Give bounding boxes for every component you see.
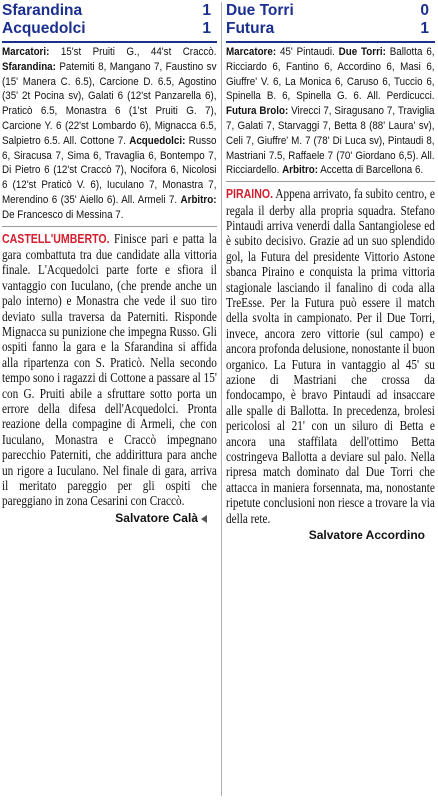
scorers-label: Marcatori: [2, 46, 50, 58]
score-row-away [2, 20, 217, 38]
home-lineup-text: Patemiti 8, Mangano 7, Faustino sv (15' Manera C. 6.5), Carcione D. 6.5, Agostino (35' 2t Pocina sv), Galati 6 (12'st Panzarella 6), Praticò 6.5, Monastra 6 (1'st Pruiti G. 7), Carcione Y. 6 (22'st Lombardo 6), Mignacca 6.5, Salpietro 6.5. All. Cottone 7. [2, 60, 217, 147]
dateline-kicker: CASTELL'UMBERTO. [2, 231, 110, 246]
author-byline [226, 528, 435, 542]
author-name: Salvatore Accordino [308, 528, 425, 543]
home-lineup-label: Sfarandina: [2, 60, 56, 73]
referee-text: De Francesco di Messina 7. [2, 208, 124, 221]
column-divider [221, 2, 222, 796]
home-team-name: Due Torri [226, 2, 294, 19]
match-report-card [226, 45, 434, 178]
author-byline [2, 511, 217, 525]
away-lineup-text: Virecci 7, Siragusano 7, Traviglia 7, Galati 7, Starvaggi 7, Betta 8 (88' Laura' sv), Celi 7, Giuffre' M. 7 (78' Di Luca sv), Pintaudi 8, Mastriani 7.5, Raffaele 7 (70' Giordano 6,5). All. Ricciardello. [226, 105, 435, 177]
referee-text: Accetta di Barcellona 6. [320, 164, 424, 177]
score-row-away [226, 20, 435, 38]
referee-label: Arbitro: [282, 164, 319, 177]
home-lineup-text: Ballotta 6, Ricciardo 6, Fantino 6, Accordino 6, Masi 6, Giuffre' V. 6, La Monica 6, Caruso 6, Tuccio 6, Spinella B. 6, Spinella G. 6. All. Perdicucci. [226, 46, 435, 103]
article-due-torri-futura [226, 0, 435, 542]
end-marker-icon [201, 515, 207, 523]
article-text: Appena arrivato, fa subito centro, e regala il derby alla propria squadra. Stefano Pintaudi arriva venerdi dalla Santangiolese ed è subito decisivo. Grazie ad un suo splendido gol, la Futura del presidente Vittorio Astone sbanca Piraino e conquista la prima vittoria stagionale lasciando il fanalino di coda alla TreEsse. Per la Futura può essere il match della svolta in campionato. Per il Due Torri, invece, ancora zero vittorie (sul campo) e ancora profonda delusione, nonostante il buon organico. La Futura in vantaggio al 45' su azione di Mastriani che crossa da fondocampo, è bravo Pintaudi ad insaccare alle spalle di Ballotta. In precedenza, brolesi pericolosi al 21' con un siluro di Betta e ancora una staffilata dell'ottimo Betta costringeva Ballotta a deviare sul palo. Nella ripresa match dominato dal Due Torri che attacca in maniera forsennata, ma, nonostante ripetute conclusioni non riesce a trovare la via della rete. [226, 186, 435, 526]
home-team-name: Sfarandina [2, 2, 83, 19]
away-lineup-label: Acquedolci: [129, 134, 186, 147]
author-name: Salvatore Calà [115, 510, 198, 525]
away-team-score: 1 [420, 20, 429, 37]
section-divider [226, 181, 435, 182]
home-team-score: 0 [420, 2, 429, 19]
article-body [2, 231, 217, 509]
article-sfarandina-acquedolci [2, 0, 217, 525]
dateline-kicker: PIRAINO. [226, 187, 274, 202]
scoreline [226, 0, 435, 43]
home-team-score: 1 [202, 2, 211, 19]
away-team-name: Futura [226, 20, 275, 37]
match-report-card [2, 45, 216, 223]
score-row-home [226, 2, 435, 20]
away-lineup-text: Russo 6, Siracusa 7, Sima 6, Travaglia 6, Bontempo 7, Di Pietro 6 (12'st Craccò 7), Nocifora 6, Nicolosi 6 (12'st Praticò V. 6), Iuculano 7, Monastra 7, Merendino 6 (35' Aiello 6). All. Armeli 7. [2, 134, 217, 206]
home-lineup-label: Due Torri: [338, 46, 386, 58]
away-team-name: Acquedolci [2, 20, 86, 37]
away-lineup-label: Futura Brolo: [226, 105, 289, 118]
referee-label: Arbitro: [180, 193, 217, 206]
scorers-text: 15'st Pruiti G., 44'st Craccò. [60, 46, 217, 58]
article-text: Finisce pari e patta la gara combattuta tra due candidate alla vittoria finale. L'Acquedolci parte forte e sfiora il vantaggio con Iuculano, (che prende anche un palo interno) e Monastra che vede il suo tiro deviato sulla traversa da Paterniti. Risponde Mignacca su punizione che impegna Russo. Gli ospiti fanno la gara e la Sfarandina si affida alla ripartenza con S. Praticò. Nella secondo tempo sono i ragazzi di Cottone a passare al 15' con G. Pruiti abile a sfruttare sotto porta un errore della difesa dell'Acquedolci. Pronta reazione della compagine di Armeli, che con Iuculano, Monastra e Craccò impegnano parecchio Paterniti, che addirittura para anche un rigore a Iuculano. Nel finale di gara, arriva il meritato pareggio per gli ospiti che pareggiano in zona Cesarini con Craccò. [2, 230, 217, 509]
scorer-text: 45' Pintaudi. [279, 46, 335, 58]
score-row-home [2, 2, 217, 20]
scorer-label: Marcatore: [226, 46, 277, 58]
section-divider [2, 226, 217, 227]
away-team-score: 1 [202, 20, 211, 37]
article-body [226, 186, 435, 526]
scoreline [2, 0, 217, 43]
